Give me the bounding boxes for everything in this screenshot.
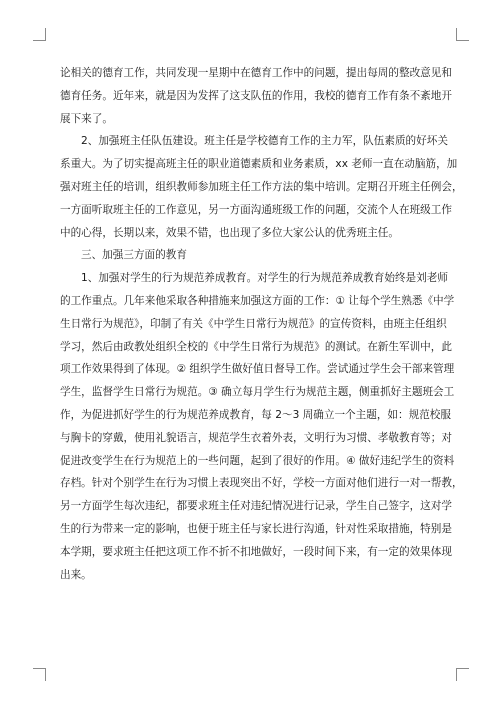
crop-mark-bottom-right [456,668,469,681]
document-body [60,62,463,586]
crop-mark-top-left [33,28,46,41]
text-line: 生的行为带来一定的影响，也便于班主任与家长进行沟通，针对性采取措施，特别是 [60,522,452,535]
crop-mark-top-right [456,28,469,41]
text-line: 作，为促进抓好学生的行为规范养成教育，每 2～3 周确立一个主题，如：规范校服 [60,408,451,421]
text-line: 的工作重点。几年来他采取各种措施来加强这方面的工作：① 让每个学生熟悉《中学 [60,294,455,307]
text-line: 另一方面学生每次违纪，都要求班主任对违纪情况进行记录，学生自己签字，这对学 [60,500,452,513]
section-heading [60,244,442,267]
paragraph-behavior-education [60,267,463,586]
text-line: 项工作效果得到了体现。② 组织学生做好值日督导工作。尝试通过学生会干部来管理 [60,363,455,376]
text-line: 本学期，要求班主任把这项工作不折不扣地做好，一段时间下来，有一定的效果体现 [60,545,452,558]
text-line: 2、加强班主任队伍建设。班主任是学校德育工作的主力军，队伍素质的好坏关 [81,135,448,148]
text-line: 德育任务。近年来，就是因为发挥了这支队伍的作用，我校的德育工作有条不紊地开 [60,89,452,102]
text-line: 论相关的德育工作，共同发现一星期中在德育工作中的问题，提出每周的整改意见和 [60,67,452,79]
section-heading-text: 三、加强三方面的教育 [81,249,187,262]
text-line: 1、加强对学生的行为规范养成教育。对学生的行为规范养成教育始终是刘老师 [81,272,448,285]
text-line: 与胸卡的穿戴，使用礼貌语言，规范学生衣着外表，文明行为习惯、孝敬教育等；对 [60,431,452,444]
text-line: 中的心得，长期以来，效果不错，也出现了多位大家公认的优秀班主任。 [60,226,399,239]
crop-mark-bottom-left [33,668,46,681]
text-line: 生日常行为规范》，印制了有关《中学生日常行为规范》的宣传资料，由班主任组织 [60,317,447,330]
text-line: 促进改变学生在行为规范上的一些问题，起到了很好的作用。④ 做好违纪学生的资料 [60,454,455,467]
text-line: 展下来了。 [60,112,113,125]
text-line: 存档。针对个别学生在行为习惯上表现突出不好，学校一方面对他们进行一对一帮教， [60,477,463,490]
text-line: 学生，监督学生日常行为规范。③ 确立每月学生行为规范主题，侧重抓好主题班会工 [60,386,455,399]
paragraph-class-teacher-team [60,130,463,244]
text-line: 强对班主任的培训，组织教师参加班主任工作方法的集中培训。定期召开班主任例会， [60,180,463,193]
text-line: 学习，然后由政教处组织全校的《中学生日常行为规范》的测试。在新生军训中，此 [60,340,452,353]
text-line: 系重大。为了切实提高班主任的职业道德素质和业务素质，xx 老师一直在动脑筋，加 [60,158,458,171]
text-line: 出来。 [60,568,92,581]
paragraph-continuation [60,62,452,130]
text-line: 一方面听取班主任的工作意见，另一方面沟通班级工作的问题，交流个人在班级工作 [60,203,452,216]
